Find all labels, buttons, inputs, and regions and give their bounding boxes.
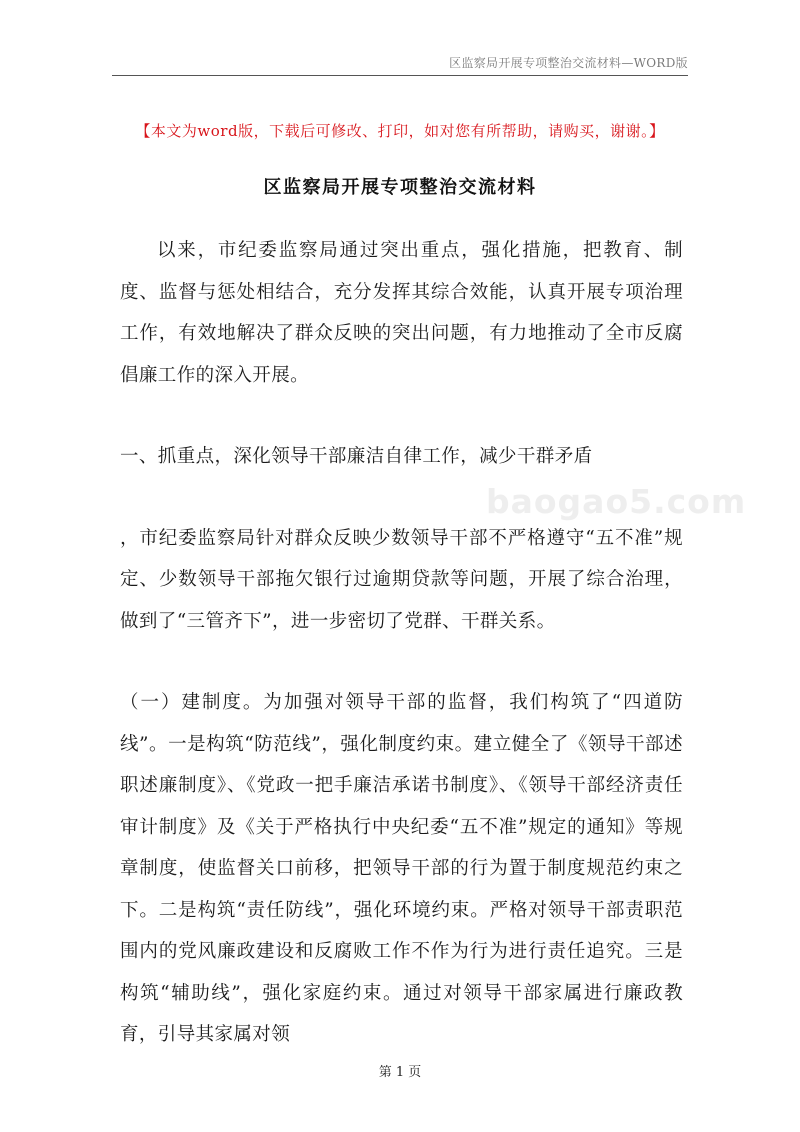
document-title: 区监察局开展专项整治交流材料: [263, 177, 537, 198]
section-paragraph: ，市纪委监察局针对群众反映少数领导干部不严格遵守“五不准”规定、少数领导干部拖欠银行过逾期贷款等问题，开展了综合治理，做到了“三管齐下”，进一步密切了党群、干群关系。: [120, 527, 683, 632]
paragraph-spacer: [120, 642, 683, 682]
intro-paragraph: 以来，市纪委监察局通过突出重点，强化措施，把教育、制度、监督与惩处相结合，充分发挥其综合效能，认真开展专项治理工作，有效地解决了群众反映的突出问题，有力地推动了全市反腐倡廉工作的深入开展。: [120, 240, 683, 386]
paragraph-spacer: [120, 478, 683, 518]
running-header: 区监察局开展专项整治交流材料—WORD版: [449, 56, 688, 70]
document-body: [120, 230, 683, 1056]
subsection-paragraph: （一）建制度。为加强对领导干部的监督，我们构筑了“四道防线”。一是构筑“防范线”，强化制度约束。建立健全了《领导干部述职述廉制度》、《党政一把手廉洁承诺书制度》、《领导干部经济责任审计制度》及《关于严格执行中央纪委“五不准”规定的通知》等规章制度，使监督关口前移，把领导干部的行为置于制度规范约束之下。二是构筑“责任防线”，强化环境约束。严格对领导干部责职范围内的党风廉政建设和反腐败工作不作为行为进行责任追究。三是构筑“辅助线”，强化家庭约束。通过对领导干部家属进行廉政教育，引导其家属对领: [120, 692, 683, 1045]
header-divider: [112, 75, 688, 76]
purchase-notice: 【本文为word版，下载后可修改、打印，如对您有所帮助，请购买，谢谢。】: [135, 122, 665, 140]
watermark: baogao5.com: [486, 482, 747, 521]
page-number: 第 1 页: [378, 1065, 422, 1080]
section-heading: 一、抓重点，深化领导干部廉洁自律工作，减少干群矛盾: [120, 446, 593, 467]
paragraph-spacer: [120, 396, 683, 436]
